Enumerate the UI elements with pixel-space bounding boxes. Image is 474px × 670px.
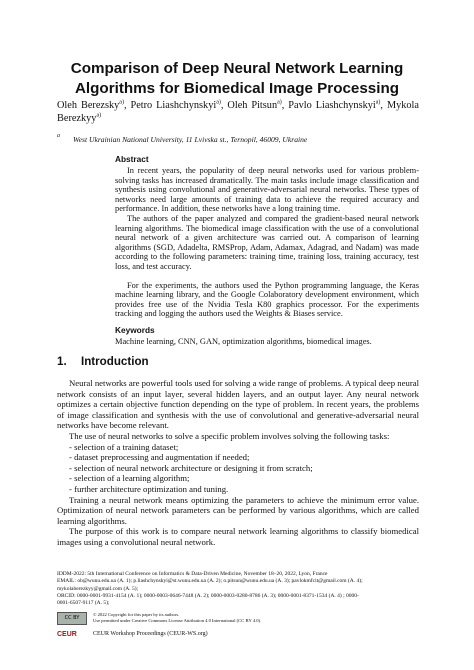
section-title: Introduction <box>81 355 149 368</box>
abstract-heading: Abstract <box>115 154 149 164</box>
orcid-line: ORCID: 0000-0001-9931-4154 (A. 1); 0000-0003-0646-7448 (A. 2); 0000-0003-0280-8786 (A. 3); 0000-0001-8371-1534 (A. 4) ; 0000- <box>57 592 359 599</box>
ceur-logo: CEUR <box>57 631 77 638</box>
task-list-item: - selection of a learning algorithm; <box>69 473 190 484</box>
author-name: Pavlo Liashchynskyi <box>288 100 376 111</box>
cc-by-logo: CC BY <box>57 612 87 625</box>
author-name: Oleh Pitsun <box>227 100 278 111</box>
affiliation-mark: a <box>57 133 60 139</box>
email-line: EMAIL: ob@wunu.edu.ua (A. 1); p.liashchynskyi@st.wunu.edu.ua (A. 2); o.pitsun@wunu.edu.ua (A. 3); pavlokmfcit@gmail.com (A. 4); <box>57 578 363 585</box>
abstract-body <box>115 166 419 319</box>
license-text <box>93 612 261 624</box>
author-name: Oleh Berezsky <box>57 100 120 111</box>
intro-paragraph: Training a neural network means optimizing the parameters to achieve the minimum error value. Optimization of neural network parameters can be performed by various algorithms, which are called learning algorithms. <box>57 494 419 526</box>
intro-paragraph: The use of neural networks to solve a specific problem involves solving the following tasks: <box>69 430 390 441</box>
license-line: Use permitted under Creative Commons License Attribution 4.0 International (CC BY 4.0). <box>93 618 262 623</box>
task-list-item: - dataset preprocessing and augmentation if needed; <box>69 452 250 463</box>
keywords-heading: Keywords <box>115 325 155 335</box>
task-list-item: - selection of a training dataset; <box>69 441 179 452</box>
author-name: Mykola Berezkyy <box>57 100 419 124</box>
abstract-paragraph: The authors of the paper analyzed and compared the gradient-based neural network learning algorithms. The biomedical image classification with the use of a convolutional neural network of a given architecture was carried out. A comparison of learning algorithms (SGD, Adadelta, RMSProp, Adam, Adamax, Adagrad, and Nadam) was made according to the following parameters: training time, training loss, training accuracy, test loss, and test accuracy. <box>115 213 419 271</box>
paper-title: Comparison of Deep Neural Network Learning Algorithms for Biomedical Image Processing <box>70 60 404 97</box>
intro-paragraph: The purpose of this work is to compare neural network learning algorithms to classify biomedical images using a convolutional neural network. <box>57 526 419 547</box>
author-affiliation-mark: a) <box>96 112 102 119</box>
email-line: mykolaberezkyy@gmail.com (A. 5); <box>57 585 139 592</box>
author-affiliation-mark: a) <box>277 99 282 106</box>
abstract-paragraph: In recent years, the popularity of deep neural networks used for various problem-solving tasks has increased dramatically. The main tasks include image classification and synthesis using convolutional and generative-adversarial neural networks. These types of networks need large amounts of training data to achieve the required accuracy and performance. In addition, these networks have a long training time. <box>115 166 419 214</box>
keywords-text: Machine learning, CNN, GAN, optimization algorithms, biomedical images. <box>115 337 372 346</box>
task-list <box>57 442 419 495</box>
proceedings-line: CEUR Workshop Proceedings (CEUR-WS.org) <box>93 631 208 637</box>
section-heading <box>57 355 149 368</box>
task-list-item: - further architecture optimization and tuning. <box>69 483 229 494</box>
affiliation-text: West Ukrainian National University, 11 Lvivska st., Ternopil, 46009, Ukraine <box>73 135 308 144</box>
author-affiliation-mark: a) <box>375 99 381 106</box>
intro-paragraph: Neural networks are powerful tools used for solving a wide range of problems. A typical deep neural network consists of an input layer, several hidden layers, and an output layer. Any neural network optimizes a certain objective function depending on the type of problem. In recent years, the problems of image classification and synthesis with the use of convolutional and generative-adversarial neural networks have become relevant. <box>57 378 419 431</box>
abstract-paragraph: For the experiments, the authors used the Python programming language, the Keras machine learning library, and the Google Colaboratory development environment, which provides free use of the Nvidia Tesla K80 graphics processor. For the experiments tracking and logging the authors used the Weights & Biases service. <box>115 280 419 319</box>
footnote-block <box>57 571 429 607</box>
copyright-line: © 2022 Copyright for this paper by its authors. <box>93 612 180 617</box>
author-affiliation-mark: a) <box>119 99 124 106</box>
author-list: Oleh Berezsky$^{a)}$, Petro Liashchynskyi$^{a)}$, Oleh Pitsun$^{a)}$, Pavlo Liashchynskyi$^{a)}$, Mykola Berezkyy$^{a)}$ <box>57 99 419 124</box>
license-row <box>57 612 437 642</box>
introduction-body <box>57 378 419 548</box>
author-name: Petro Liashchynskyi <box>130 100 217 111</box>
section-number: 1. <box>57 355 67 368</box>
author-affiliation-mark: a) <box>216 99 221 106</box>
task-list-item: - selection of neural network architecture or designing it from scratch; <box>69 462 313 473</box>
orcid-line: 0001-6507-9117 (A. 5); <box>57 600 110 607</box>
conference-note: IDDM-2022: 5th International Conference on Informatics & Data-Driven Medicine, November 18–20, 2022, Lyon, France <box>57 571 328 577</box>
